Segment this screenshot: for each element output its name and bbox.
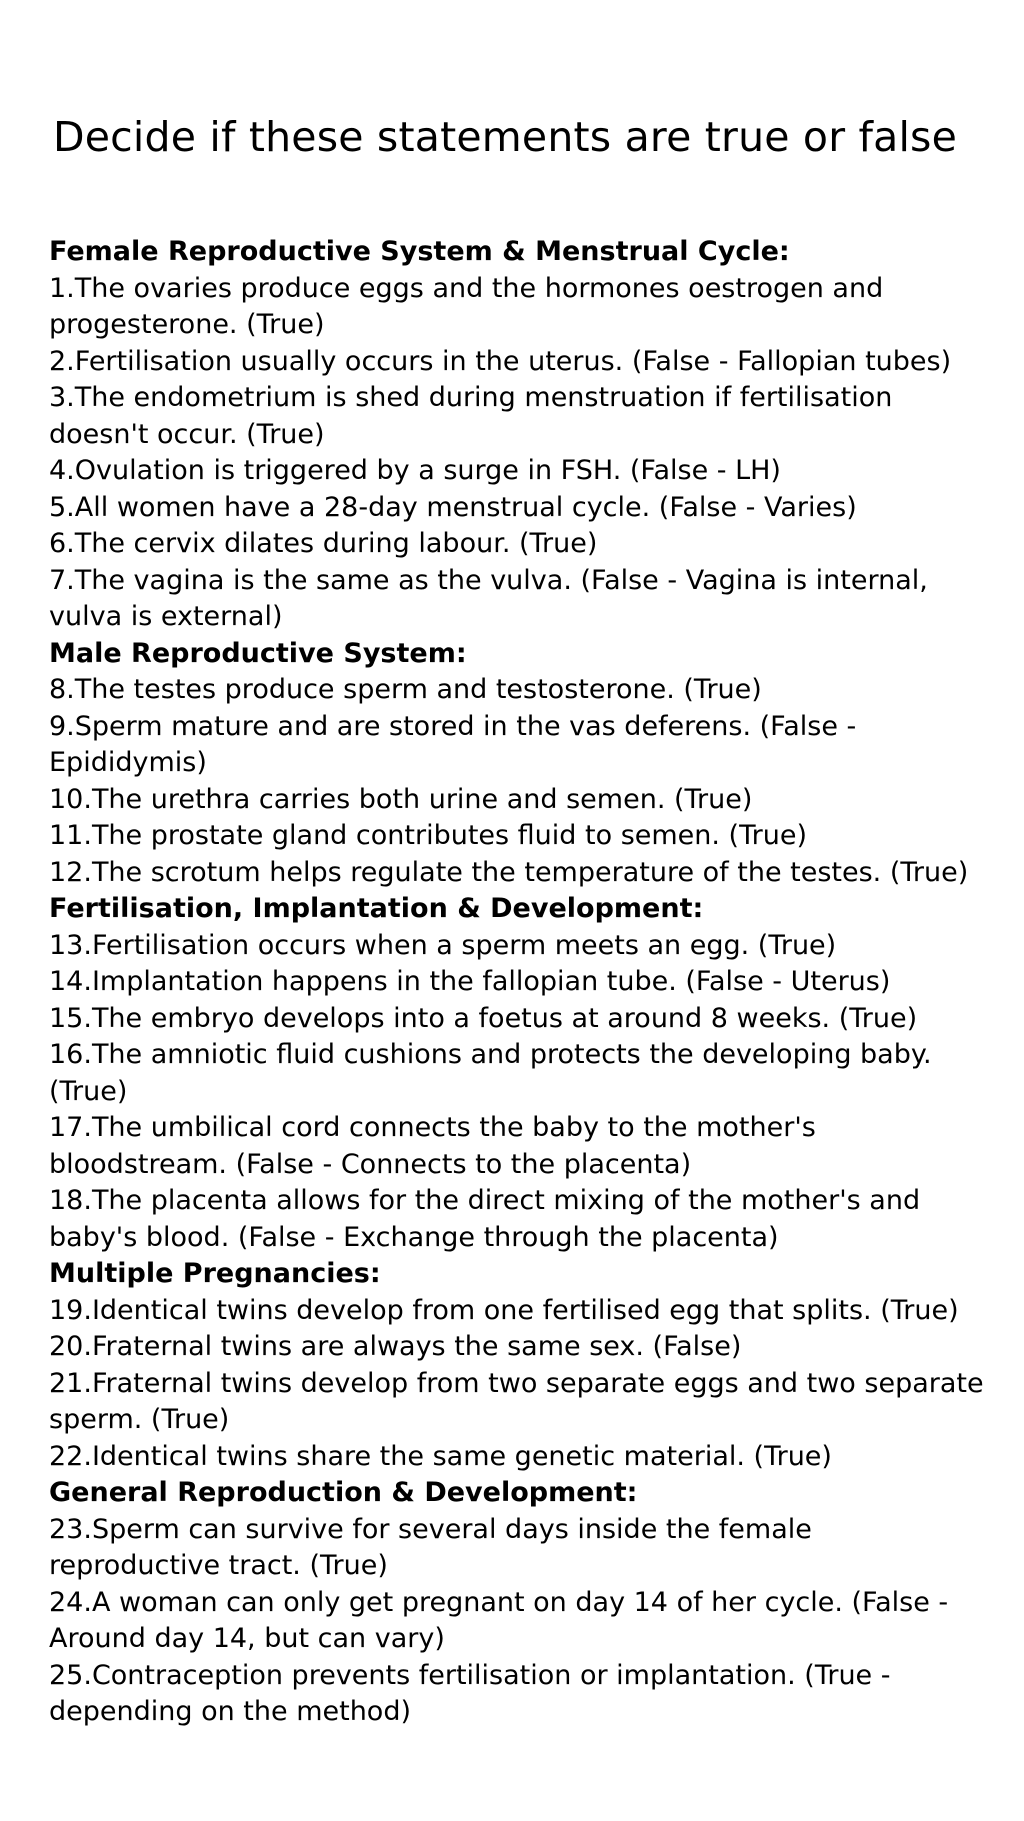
statement-item: 13.Fertilisation occurs when a sperm meets an egg. (True)	[49, 929, 837, 961]
statement-item: 11.The prostate gland contributes fluid to semen. (True)	[49, 820, 807, 851]
statement-item: 4.Ovulation is triggered by a surge in FSH. (False - LH)	[49, 455, 781, 486]
statement-item: 22.Identical twins share the same genetic material. (True)	[49, 1440, 832, 1472]
section-general-reproduction	[49, 1475, 989, 1731]
section-female-reproductive	[49, 234, 989, 636]
section-multiple-pregnancies	[49, 1256, 989, 1475]
statement-item: 24.A woman can only get pregnant on day 14 of her cycle. (False - Around day 14, but can vary)	[49, 1586, 949, 1654]
statement-item: 15.The embryo develops into a foetus at around 8 weeks. (True)	[49, 1002, 918, 1034]
statement-item: 5.All women have a 28-day menstrual cycle. (False - Varies)	[49, 491, 857, 523]
section-male-reproductive	[49, 636, 989, 892]
section-heading: General Reproduction & Development:	[49, 1477, 638, 1508]
statement-item: 25.Contraception prevents fertilisation or implantation. (True - depending on the method)	[49, 1659, 891, 1727]
statement-item: 19.Identical twins develop from one fertilised egg that splits. (True)	[49, 1294, 959, 1326]
page-title: Decide if these statements are true or false	[52, 113, 958, 161]
statement-item: 20.Fraternal twins are always the same sex. (False)	[49, 1331, 742, 1362]
statement-item: 9.Sperm mature and are stored in the vas deferens. (False - Epididymis)	[49, 710, 857, 778]
statement-item: 3.The endometrium is shed during menstruation if fertilisation doesn't occur. (True)	[49, 382, 893, 450]
statement-item: 12.The scrotum helps regulate the temperature of the testes. (True)	[49, 856, 969, 888]
section-heading: Multiple Pregnancies:	[49, 1258, 381, 1289]
statement-item: 1.The ovaries produce eggs and the hormones oestrogen and progesterone. (True)	[49, 272, 884, 340]
statement-item: 14.Implantation happens in the fallopian tube. (False - Uterus)	[49, 966, 891, 997]
statement-item: 18.The placenta allows for the direct mixing of the mother's and baby's blood. (False - Exchange through the placenta)	[49, 1185, 921, 1253]
statement-item: 17.The umbilical cord connects the baby to the mother's bloodstream. (False - Connects to the placenta)	[49, 1112, 816, 1180]
statement-item: 16.The amniotic fluid cushions and protects the developing baby. (True)	[49, 1039, 932, 1107]
statement-item: 10.The urethra carries both urine and semen. (True)	[49, 783, 753, 815]
statement-item: 8.The testes produce sperm and testosterone. (True)	[49, 674, 762, 705]
statement-item: 2.Fertilisation usually occurs in the uterus. (False - Fallopian tubes)	[49, 345, 952, 377]
section-heading: Female Reproductive System & Menstrual Cycle:	[49, 236, 790, 267]
section-heading: Male Reproductive System:	[49, 637, 467, 669]
statements-list	[49, 234, 989, 1731]
section-fertilisation	[49, 891, 989, 1256]
statement-item: 7.The vagina is the same as the vulva. (False - Vagina is internal, vulva is external)	[49, 564, 928, 632]
statement-item: 21.Fraternal twins develop from two separate eggs and two separate sperm. (True)	[49, 1367, 984, 1435]
statement-item: 6.The cervix dilates during labour. (True)	[49, 528, 598, 559]
section-heading: Fertilisation, Implantation & Development:	[49, 893, 704, 924]
statement-item: 23.Sperm can survive for several days inside the female reproductive tract. (True)	[49, 1513, 812, 1581]
